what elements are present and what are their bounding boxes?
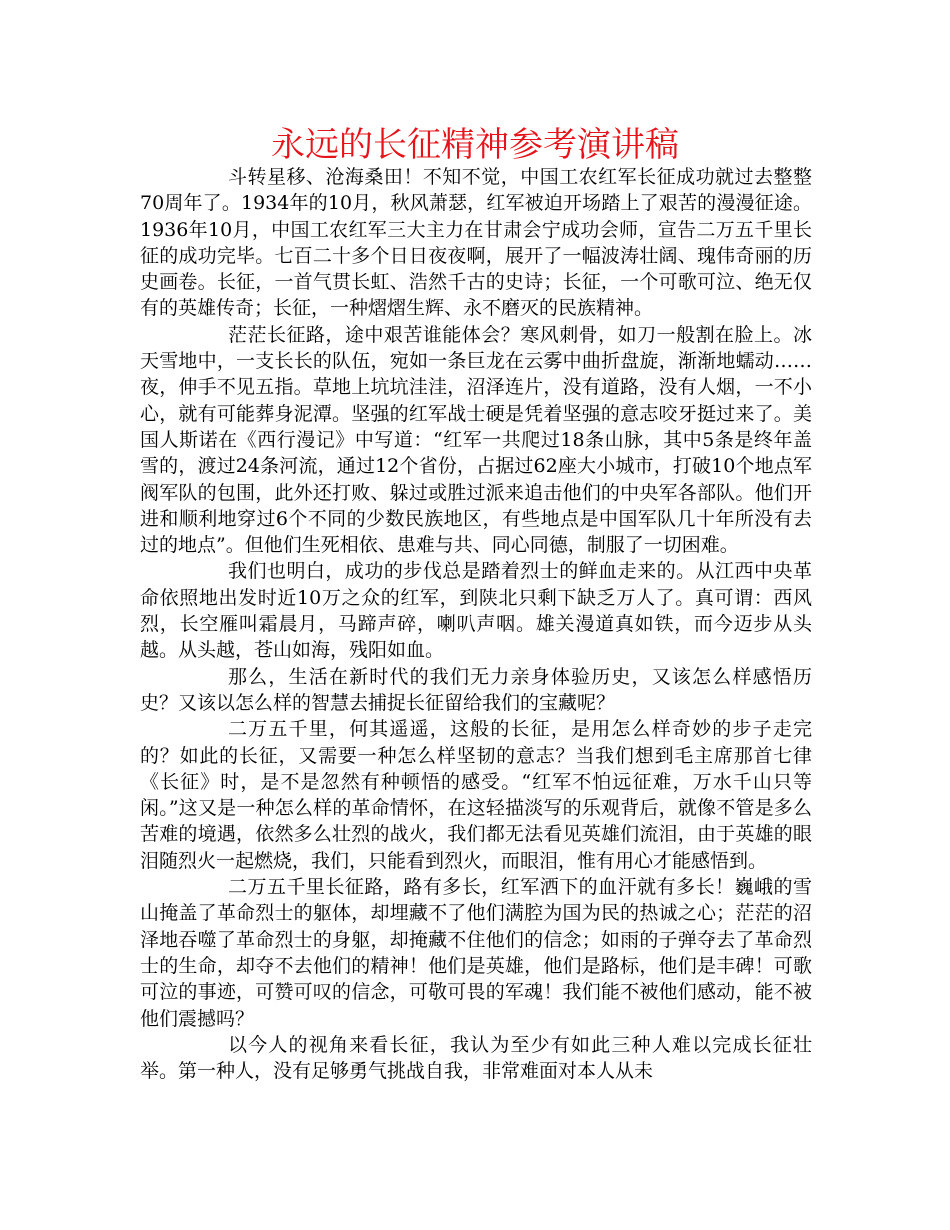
paragraph-2: 茫茫长征路，途中艰苦谁能体会？寒风刺骨，如刀一般割在脸上。冰天雪地中，一支长长的队伍，宛如一条巨龙在云雾中曲折盘旋，渐渐地蠕动……夜，伸手不见五指。草地上坑坑洼洼，沼泽连片，没有道路，没有人烟，一不小心，就有可能葬身泥潭。坚强的红军战士硬是凭着坚强的意志咬牙挺过来了。美国人斯诺在《西行漫记》中写道：“红军一共爬过18条山脉，其中5条是终年盖雪的，渡过24条河流，通过12个省份，占据过62座大小城市，打破10个地点军阀军队的包围，此外还打败、躲过或胜过派来追击他们的中央军各部队。他们开进和顺利地穿过6个不同的少数民族地区，有些地点是中国军队几十年所没有去过的地点”。但他们生死相依、患难与共、同心同德，制服了一切困难。 [140, 323, 812, 557]
paragraph-3: 我们也明白，成功的步伐总是踏着烈士的鲜血走来的。从江西中央革命依照地出发时近10万之众的红军，到陕北只剩下缺乏万人了。真可谓：西风烈，长空雁叫霜晨月，马蹄声碎，喇叭声咽。雄关漫道真如铁，而今迈步从头越。从头越，苍山如海，残阳如血。 [140, 560, 812, 662]
document-body [140, 164, 812, 1084]
paragraph-6: 二万五千里长征路，路有多长，红军洒下的血汗就有多长！巍峨的雪山掩盖了革命烈士的躯体，却埋藏不了他们满腔为国为民的热诚之心；茫茫的沼泽地吞噬了革命烈士的身躯，却掩藏不住他们的信念；如雨的子弹夺去了革命烈士的生命，却夺不去他们的精神！他们是英雄，他们是路标，他们是丰碑！可歌可泣的事迹，可赞可叹的信念，可敬可畏的军魂！我们能不被他们感动，能不被他们震撼吗？ [140, 876, 812, 1030]
document-title: 永远的长征精神参考演讲稿 [271, 125, 679, 165]
paragraph-4: 那么，生活在新时代的我们无力亲身体验历史，又该怎么样感悟历史？又该以怎么样的智慧去捕捉长征留给我们的宝藏呢？ [140, 665, 812, 714]
paragraph-1: 斗转星移、沧海桑田！不知不觉，中国工农红军长征成功就过去整整70周年了。1934年的10月，秋风萧瑟，红军被迫开场踏上了艰苦的漫漫征途。1936年10月，中国工农红军三大主力在甘肃会宁成功会师，宣告二万五千里长征的成功完毕。七百二十多个日日夜夜啊，展开了一幅波涛壮阔、瑰伟奇丽的历史画卷。长征，一首气贯长虹、浩然千古的史诗；长征，一个可歌可泣、绝无仅有的英雄传奇；长征，一种熠熠生辉、永不磨灭的民族精神。 [140, 166, 812, 320]
paragraph-7: 以今人的视角来看长征，我认为至少有如此三种人难以完成长征壮举。第一种人，没有足够勇气挑战自我，非常难面对本人从未 [140, 1033, 812, 1083]
paragraph-5: 二万五千里，何其遥遥，这般的长征，是用怎么样奇妙的步子走完的？如此的长征，又需要一种怎么样坚韧的意志？当我们想到毛主席那首七律《长征》时，是不是忽然有种顿悟的感受。“红军不怕远征难，万水千山只等闲。”这又是一种怎么样的革命情怀，在这轻描淡写的乐观背后，就像不管是多么苦难的境遇，依然多么壮烈的战火，我们都无法看见英雄们流泪，由于英雄的眼泪随烈火一起燃烧，我们，只能看到烈火，而眼泪，惟有用心才能感悟到。 [140, 718, 812, 872]
